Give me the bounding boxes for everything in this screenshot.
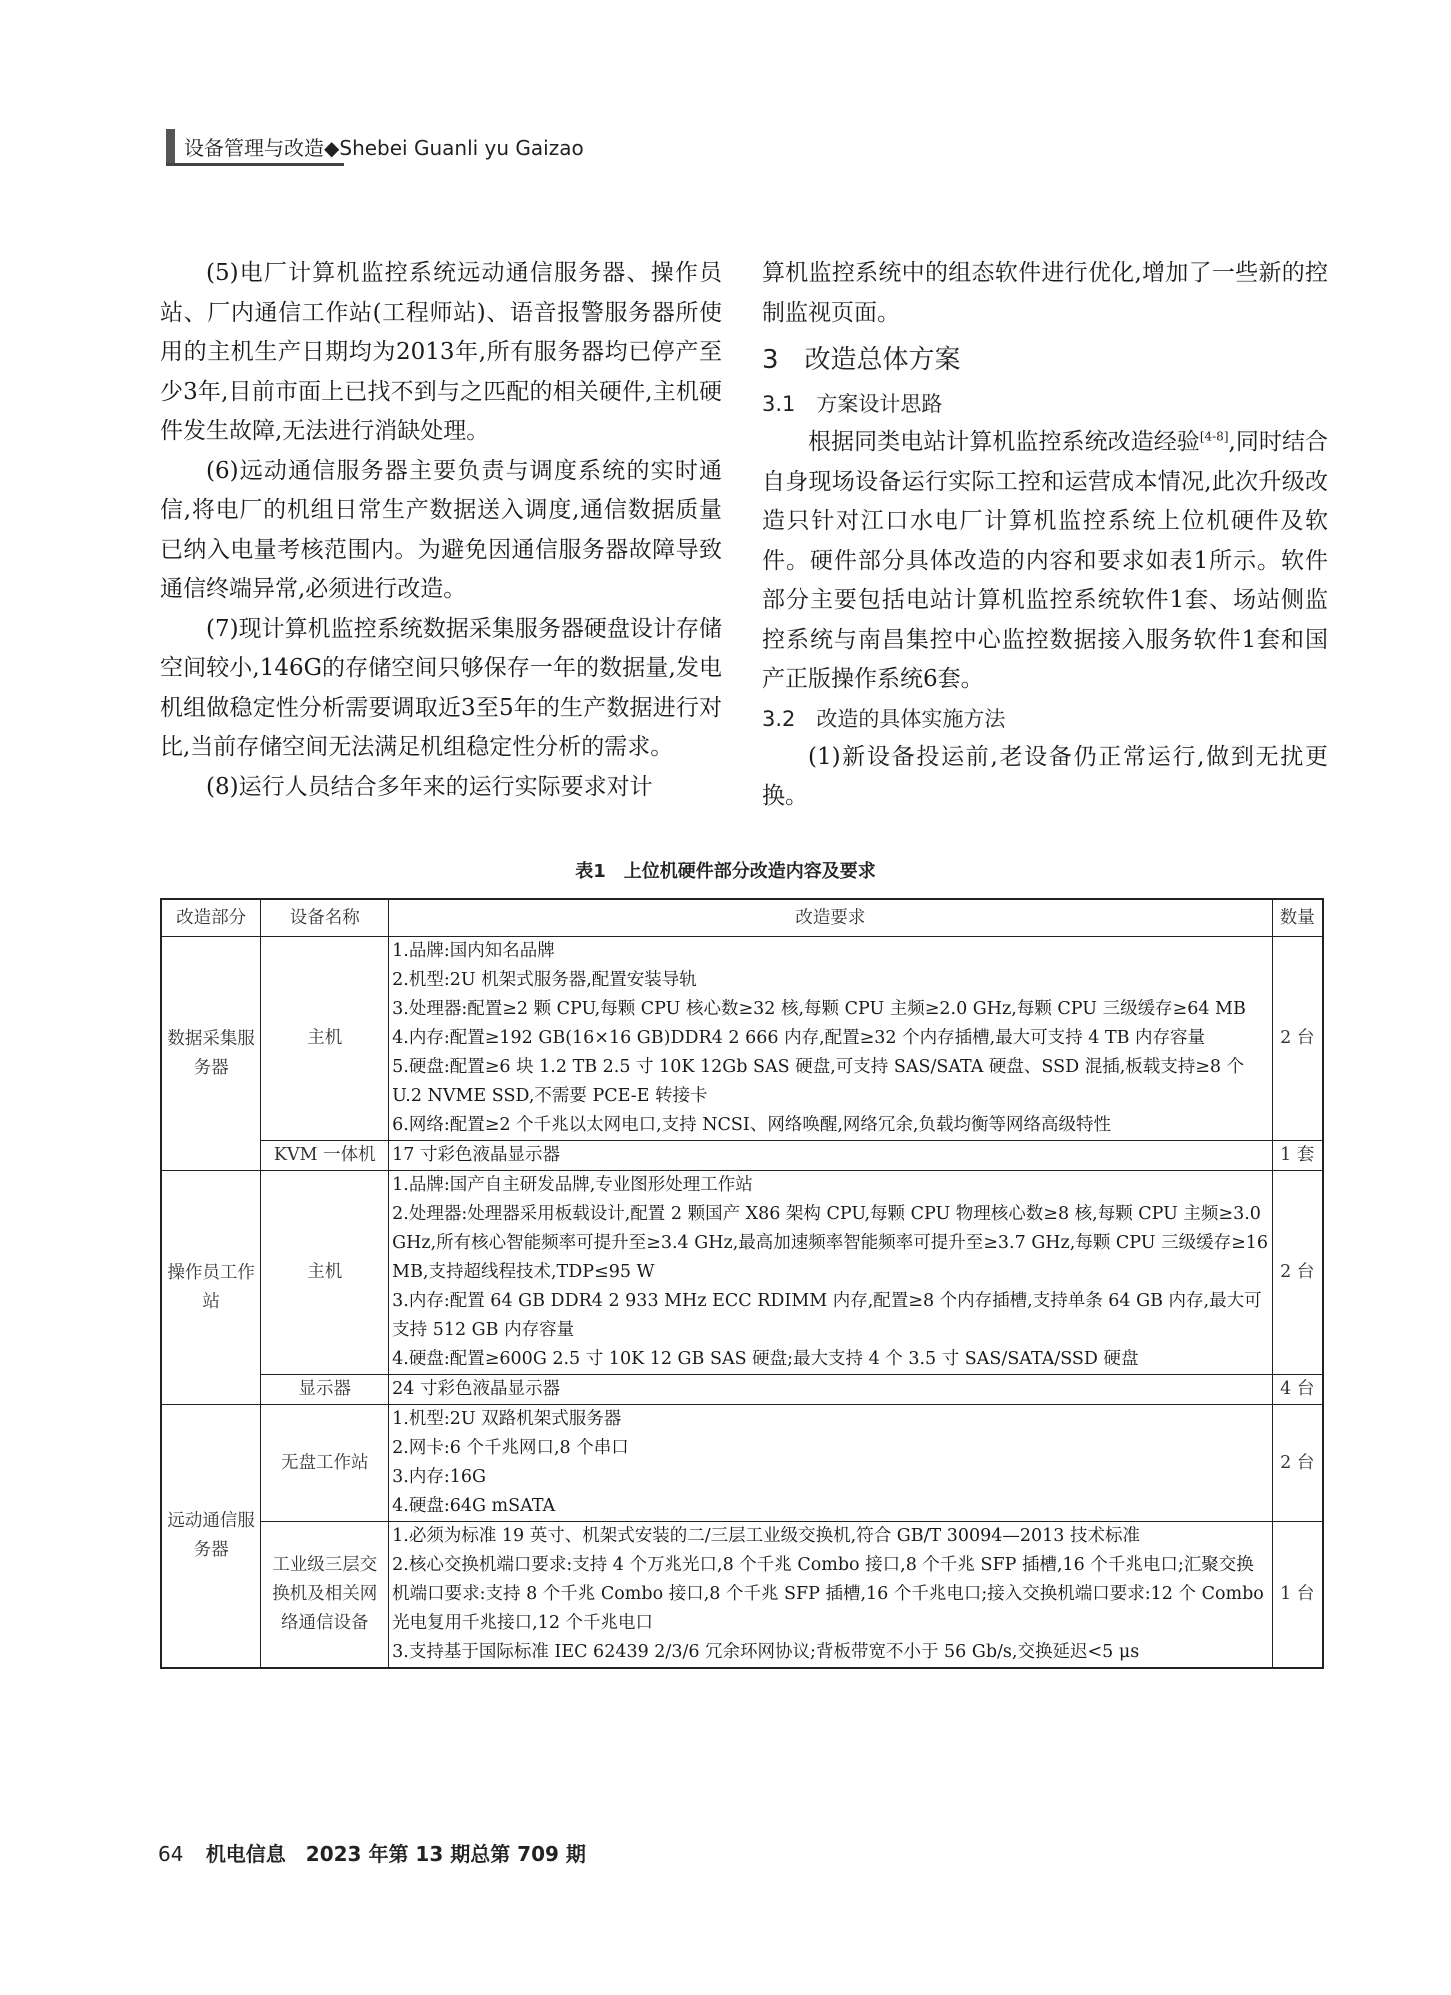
journal-info: 机电信息 2023 年第 13 期总第 709 期 — [205, 1842, 586, 1866]
requirement-line: 6.网络:配置≥2 个千兆以太网电口,支持 NCSI、网络唤醒,网络冗余,负载均衡等网络高级特性 — [392, 1115, 1111, 1135]
device-cell: 工业级三层交换机及相关网络通信设备 — [261, 1522, 389, 1669]
requirement-line: 1.品牌:国产自主研发品牌,专业图形处理工作站 — [392, 1175, 753, 1195]
table-row — [161, 1522, 1323, 1669]
table-row — [161, 937, 1323, 1141]
quantity-cell: 2 台 — [1272, 937, 1323, 1141]
section-heading: 3 改造总体方案 — [762, 345, 961, 375]
table-header-row — [161, 899, 1323, 937]
paragraph: (5)电厂计算机监控系统远动通信服务器、操作员站、厂内通信工作站(工程师站)、语音报警服务器所使用的主机生产日期均为2013年,所有服务器均已停产至少3年,目前市面上已找不到与之匹配的相关硬件,主机硬件发生故障,无法进行消缺处理。 — [160, 260, 722, 444]
requirement-line: 3.内存:配置 64 GB DDR4 2 933 MHz ECC RDIMM 内存,配置≥8 个内存插槽,支持单条 64 GB 内存,最大可支持 512 GB 内存容量 — [392, 1291, 1262, 1340]
paragraph: (1)新设备投运前,老设备仍正常运行,做到无扰更换。 — [762, 743, 1328, 809]
right-column — [762, 254, 1328, 817]
requirement-line: 1.机型:2U 双路机架式服务器 — [392, 1409, 622, 1429]
paragraph: (6)远动通信服务器主要负责与调度系统的实时通信,将电厂的机组日常生产数据送入调度,通信数据质量已纳入电量考核范围内。为避免因通信服务器故障导致通信终端异常,必须进行改造。 — [160, 457, 722, 602]
table-row — [161, 1171, 1323, 1375]
device-cell: 主机 — [261, 1171, 389, 1375]
paragraph: (8)运行人员结合多年来的运行实际要求对计 — [206, 773, 653, 800]
requirement-line: 24 寸彩色液晶显示器 — [392, 1379, 560, 1399]
page-number: 64 — [158, 1842, 184, 1866]
header-underline — [166, 163, 344, 166]
quantity-cell: 1 套 — [1272, 1141, 1323, 1171]
part-cell: 数据采集服务器 — [161, 937, 261, 1171]
table-row — [161, 1375, 1323, 1405]
device-cell: 主机 — [261, 937, 389, 1141]
left-column — [160, 254, 722, 807]
part-cell: 远动通信服务器 — [161, 1405, 261, 1669]
requirements-cell — [389, 1141, 1272, 1171]
requirement-line: 2.处理器:处理器采用板载设计,配置 2 颗国产 X86 架构 CPU,每颗 CPU 物理核心数≥8 核,每颗 CPU 主频≥3.0 GHz,所有核心智能频率可提升至≥3.4 GHz,最高加速频率智能频率可提升至≥3.7 GHz,每颗 CPU 三级缓存≥16 MB,支持超线程技术,TDP≤95 W — [392, 1204, 1268, 1282]
device-cell: KVM 一体机 — [261, 1141, 389, 1171]
table-row — [161, 1141, 1323, 1171]
running-header — [166, 128, 584, 164]
running-title: 设备管理与改造◆Shebei Guanli yu Gaizao — [184, 135, 584, 160]
requirements-cell — [389, 937, 1272, 1141]
requirements-cell — [389, 1522, 1272, 1669]
subsection-heading: 3.2 改造的具体实施方法 — [762, 706, 1006, 731]
requirement-line: 5.硬盘:配置≥6 块 1.2 TB 2.5 寸 10K 12Gb SAS 硬盘,可支持 SAS/SATA 硬盘、SSD 混插,板载支持≥8 个 U.2 NVME SSD,不需要 PCE-E 转接卡 — [392, 1057, 1245, 1106]
requirement-line: 2.核心交换机端口要求:支持 4 个万兆光口,8 个千兆 Combo 接口,8 个千兆 SFP 插槽,16 个千兆电口;汇聚交换机端口要求:支持 8 个千兆 Combo 接口,8 个千兆 SFP 插槽,16 个千兆电口;接入交换机端口要求:12 个 Combo 光电复用千兆接口,12 个千兆电口 — [392, 1555, 1264, 1633]
header-bar-mark — [166, 129, 175, 163]
column-header: 改造要求 — [389, 899, 1272, 937]
device-cell: 无盘工作站 — [261, 1405, 389, 1522]
requirements-cell — [389, 1171, 1272, 1375]
paragraph: (7)现计算机监控系统数据采集服务器硬盘设计存储空间较小,146G的存储空间只够保存一年的数据量,发电机组做稳定性分析需要调取近3至5年的生产数据进行对比,当前存储空间无法满足机组稳定性分析的需求。 — [160, 615, 722, 760]
part-cell: 操作员工作站 — [161, 1171, 261, 1405]
quantity-cell: 2 台 — [1272, 1171, 1323, 1375]
device-cell: 显示器 — [261, 1375, 389, 1405]
requirement-line: 4.硬盘:配置≥600G 2.5 寸 10K 12 GB SAS 硬盘;最大支持 4 个 3.5 寸 SAS/SATA/SSD 硬盘 — [392, 1349, 1139, 1369]
quantity-cell: 2 台 — [1272, 1405, 1323, 1522]
requirement-line: 3.内存:16G — [392, 1467, 486, 1487]
table-caption: 表1 上位机硬件部分改造内容及要求 — [575, 861, 876, 882]
subsection-heading: 3.1 方案设计思路 — [762, 392, 943, 416]
requirements-cell — [389, 1405, 1272, 1522]
table-row — [161, 1405, 1323, 1522]
hardware-table — [160, 898, 1324, 1669]
requirement-line: 1.品牌:国内知名品牌 — [392, 941, 555, 961]
requirement-line: 3.支持基于国际标准 IEC 62439 2/3/6 冗余环网协议;背板带宽不小于 56 Gb/s,交换延迟<5 μs — [392, 1642, 1140, 1662]
requirements-cell — [389, 1375, 1272, 1405]
requirement-line: 3.处理器:配置≥2 颗 CPU,每颗 CPU 核心数≥32 核,每颗 CPU 主频≥2.0 GHz,每颗 CPU 三级缓存≥64 MB — [392, 999, 1246, 1019]
paragraph-continuation: 算机监控系统中的组态软件进行优化,增加了一些新的控制监视页面。 — [762, 260, 1328, 326]
column-header: 数量 — [1272, 899, 1323, 937]
requirement-line: 4.内存:配置≥192 GB(16×16 GB)DDR4 2 666 内存,配置≥32 个内存插槽,最大可支持 4 TB 内存容量 — [392, 1028, 1206, 1048]
requirement-line: 1.必须为标准 19 英寸、机架式安装的二/三层工业级交换机,符合 GB/T 30094—2013 技术标准 — [392, 1526, 1141, 1546]
requirement-line: 4.硬盘:64G mSATA — [392, 1496, 556, 1516]
page-footer — [158, 1838, 586, 1867]
paragraph — [762, 423, 1328, 700]
column-header: 改造部分 — [161, 899, 261, 937]
quantity-cell: 1 台 — [1272, 1522, 1323, 1669]
paragraph-text: ,同时结合自身现场设备运行实际工控和运营成本情况,此次升级改造只针对江口水电厂计算机监控系统上位机硬件及软件。硬件部分具体改造的内容和要求如表1所示。软件部分主要包括电站计算机监控系统软件1套、场站侧监控系统与南昌集控中心监控数据接入服务软件1套和国产正版操作系统6套。 — [762, 429, 1329, 692]
requirement-line: 2.网卡:6 个千兆网口,8 个串口 — [392, 1438, 629, 1458]
citation-ref: [4-8] — [1199, 429, 1229, 444]
requirement-line: 17 寸彩色液晶显示器 — [392, 1145, 560, 1165]
column-header: 设备名称 — [261, 899, 389, 937]
requirement-line: 2.机型:2U 机架式服务器,配置安装导轨 — [392, 970, 697, 990]
quantity-cell: 4 台 — [1272, 1375, 1323, 1405]
paragraph-text: 根据同类电站计算机监控系统改造经验 — [808, 429, 1200, 455]
